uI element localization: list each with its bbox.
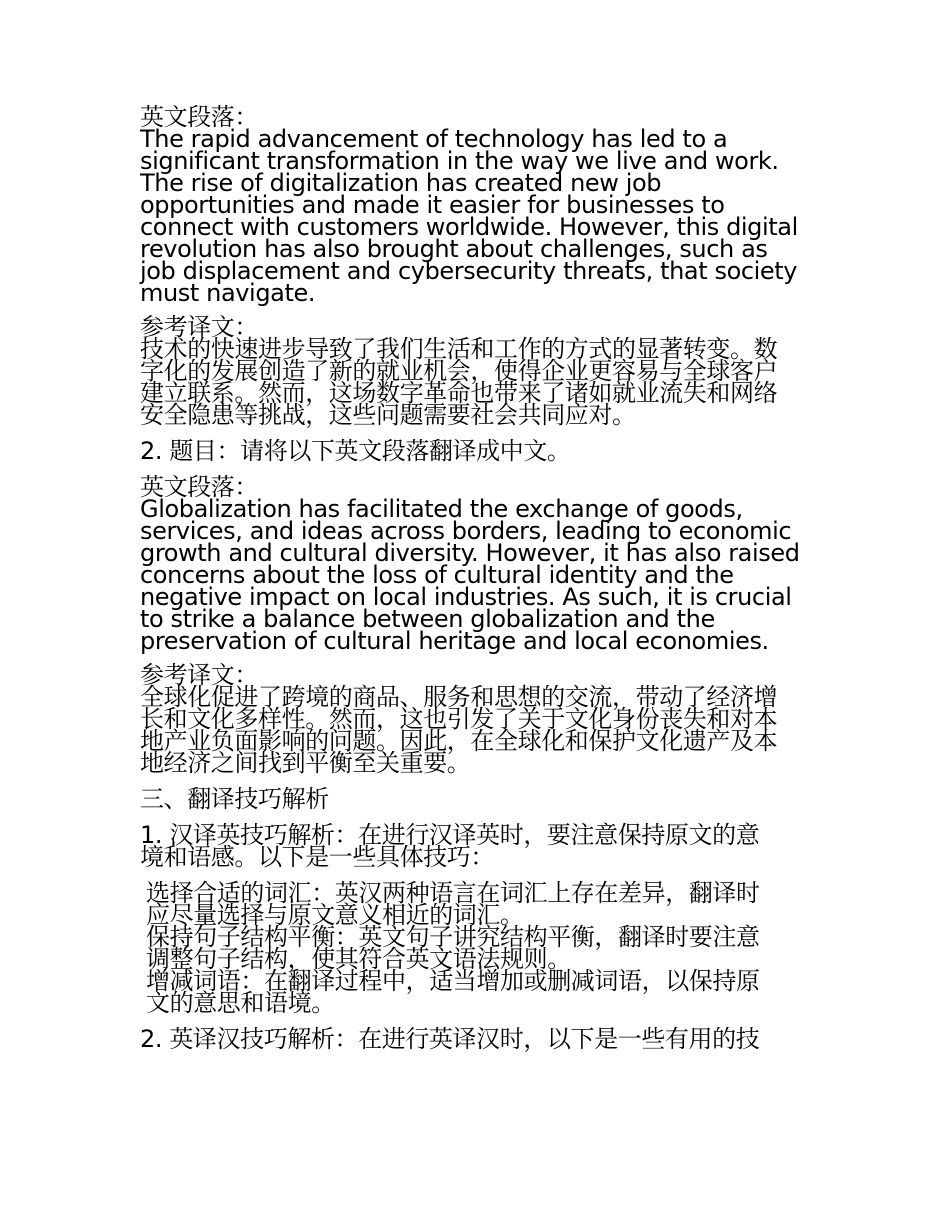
paragraph-line: The rise of digitalization has created new job [140,169,662,197]
label-english-paragraph: 英文段落： [140,473,258,501]
paragraph-line: preservation of cultural heritage and local economies. [140,627,769,655]
paragraph-line: opportunities and made it easier for businesses to [140,191,725,219]
paragraph-line: 长和文化多样性。然而，这也引发了关于文化身份丧失和对本 [140,705,778,733]
paragraph-line: connect with customers worldwide. However, this digital [140,213,798,241]
paragraph-line: services, and ideas across borders, leading to economic [140,517,792,545]
list-item: 保持句子结构平衡：英文句子讲究结构平衡，翻译时要注意 [146,923,760,951]
paragraph-line: 建立联系。然而，这场数字革命也带来了诸如就业流失和网络 [140,379,778,407]
paragraph-line: concerns about the loss of cultural identity and the [140,561,734,589]
chinese-translation-1 [140,335,815,429]
tip-1-list [140,879,815,1017]
paragraph-line: job displacement and cybersecurity threats, that society [140,257,798,285]
list-item: 增减词语：在翻译过程中，适当增加或删减词语，以保持原 [146,967,760,995]
paragraph-line: 地产业负面影响的问题。因此，在全球化和保护文化遗产及本 [140,727,778,755]
paragraph-line: The rapid advancement of technology has led to a [140,125,728,153]
english-paragraph-1 [140,125,815,307]
list-item: 应尽量选择与原文意义相近的词汇。 [146,901,524,929]
paragraph-line: 字化的发展创造了新的就业机会，使得企业更容易与全球客户 [140,357,778,385]
section-3-heading: 三、翻译技巧解析 [140,785,329,813]
paragraph-line: revolution has also brought about challenges, such as [140,235,768,263]
paragraph-line: to strike a balance between globalization and the [140,605,715,633]
paragraph-line: growth and cultural diversity. However, it has also raised [140,539,800,567]
chinese-translation-2 [140,683,815,777]
question-2-title: 2. 题目：请将以下英文段落翻译成中文。 [140,437,571,465]
paragraph-line: must navigate. [140,279,316,307]
tip-1-intro [140,821,815,871]
document-page [140,103,815,1053]
list-item: 文的意思和语境。 [146,989,335,1017]
list-item: 选择合适的词汇：英汉两种语言在词汇上存在差异，翻译时 [146,879,760,907]
label-english-paragraph: 英文段落： [140,103,258,131]
paragraph-line: Globalization has facilitated the exchange of goods, [140,495,743,523]
paragraph-line: 1. 汉译英技巧解析：在进行汉译英时，要注意保持原文的意 [140,821,760,849]
paragraph-line: 地经济之间找到平衡至关重要。 [140,749,471,777]
paragraph-line: 境和语感。以下是一些具体技巧： [140,843,494,871]
list-item: 调整句子结构，使其符合英文语法规则。 [146,945,571,973]
paragraph-line: negative impact on local industries. As such, it is crucial [140,583,792,611]
paragraph-line: 全球化促进了跨境的商品、服务和思想的交流，带动了经济增 [140,683,778,711]
tip-2-intro: 2. 英译汉技巧解析：在进行英译汉时，以下是一些有用的技 [140,1025,760,1053]
paragraph-line: significant transformation in the way we live and work. [140,147,779,175]
label-reference-translation: 参考译文： [140,661,258,689]
paragraph-line: 安全隐患等挑战，这些问题需要社会共同应对。 [140,401,636,429]
paragraph-line: 技术的快速进步导致了我们生活和工作的方式的显著转变。数 [140,335,778,363]
label-reference-translation: 参考译文： [140,313,258,341]
english-paragraph-2 [140,495,815,655]
